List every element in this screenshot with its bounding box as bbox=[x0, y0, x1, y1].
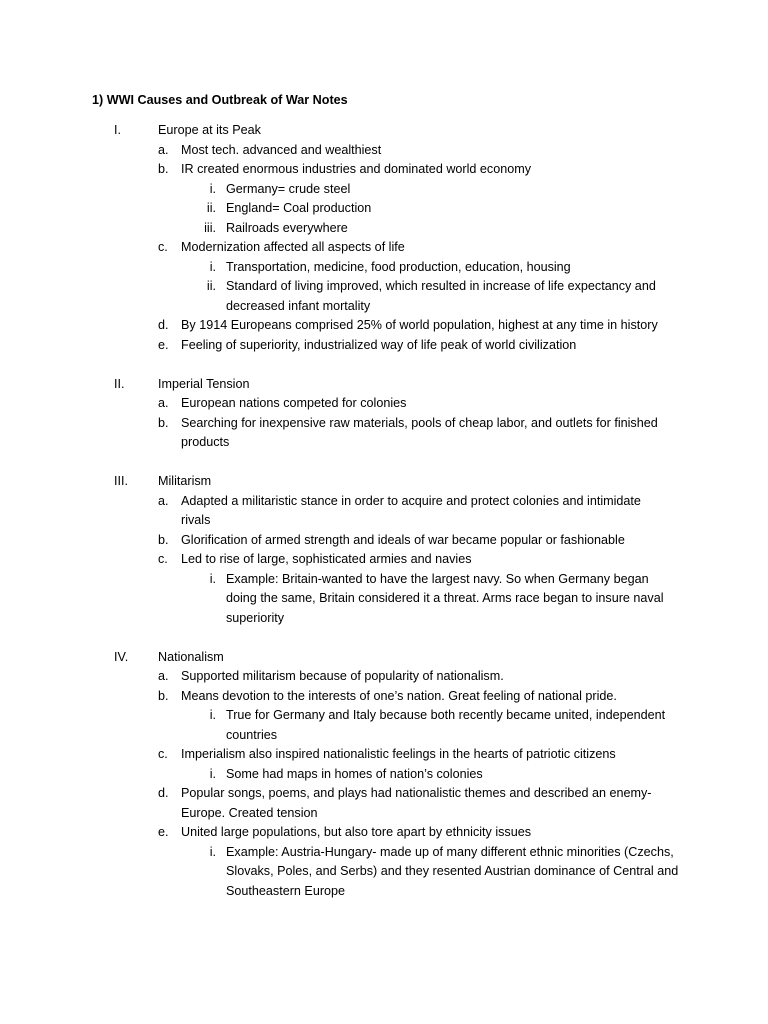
item-text: Supported militarism because of popularity of nationalism. bbox=[181, 669, 504, 683]
item-text: Popular songs, poems, and plays had nationalistic themes and described an enemy- bbox=[181, 786, 652, 800]
item-text: United large populations, but also tore apart by ethnicity issues bbox=[181, 825, 532, 839]
subitem-text: England= Coal production bbox=[226, 201, 372, 215]
subitem-text: Slovaks, Poles, and Serbs) and they resented Austrian dominance of Central and bbox=[226, 864, 679, 878]
item-text: Glorification of armed strength and ideals of war became popular or fashionable bbox=[181, 532, 625, 547]
subitem-text: Railroads everywhere bbox=[226, 220, 348, 235]
item-text: Led to rise of large, sophisticated armies and navies bbox=[181, 552, 472, 566]
subitem-text: Example: Austria-Hungary- made up of many different ethnic minorities (Czechs, bbox=[226, 844, 674, 859]
subitem-text: decreased infant mortality bbox=[226, 298, 371, 313]
subitem-numeral: i. bbox=[209, 259, 216, 274]
item-letter: b. bbox=[158, 688, 169, 703]
item-text: Means devotion to the interests of one’s nation. Great feeling of national pride. bbox=[181, 688, 617, 703]
document-title: 1) WWI Causes and Outbreak of War Notes bbox=[92, 93, 348, 107]
subitem-text: Example: Britain-wanted to have the largest navy. So when Germany began bbox=[226, 571, 649, 586]
item-text: Modernization affected all aspects of life bbox=[181, 240, 405, 254]
subitem-numeral: i. bbox=[209, 181, 216, 196]
subitem-numeral: i. bbox=[209, 766, 216, 781]
item-text: Most tech. advanced and wealthiest bbox=[181, 142, 382, 157]
subitem-numeral: iii. bbox=[204, 220, 216, 235]
item-letter: d. bbox=[158, 318, 169, 332]
item-text: rivals bbox=[181, 513, 211, 527]
item-text: IR created enormous industries and dominated world economy bbox=[181, 162, 532, 176]
subitem-numeral: ii. bbox=[206, 279, 216, 293]
subitem-text: Germany= crude steel bbox=[226, 181, 351, 196]
section-number: IV. bbox=[114, 649, 129, 664]
item-text: European nations competed for colonies bbox=[181, 396, 407, 410]
section-heading: Militarism bbox=[158, 474, 212, 488]
item-letter: b. bbox=[158, 162, 169, 176]
section-number: II. bbox=[114, 376, 125, 391]
item-text: Searching for inexpensive raw materials, pools of cheap labor, and outlets for finished bbox=[181, 415, 658, 430]
item-text: Europe. Created tension bbox=[181, 805, 318, 820]
section-heading: Nationalism bbox=[158, 649, 224, 664]
section-heading: Europe at its Peak bbox=[158, 123, 261, 137]
section-heading: Imperial Tension bbox=[158, 376, 250, 391]
subitem-numeral: ii. bbox=[206, 201, 216, 215]
subitem-text: Transportation, medicine, food production, education, housing bbox=[226, 259, 571, 274]
item-letter: a. bbox=[158, 493, 169, 508]
subitem-text: Some had maps in homes of nation’s colonies bbox=[226, 766, 483, 781]
subitem-text: Southeastern Europe bbox=[226, 883, 346, 898]
item-letter: a. bbox=[158, 669, 169, 683]
item-letter: d. bbox=[158, 786, 169, 800]
item-letter: a. bbox=[158, 142, 169, 157]
item-letter: b. bbox=[158, 415, 169, 430]
item-text: Imperialism also inspired nationalistic feelings in the hearts of patriotic citizens bbox=[181, 747, 616, 761]
subitem-numeral: i. bbox=[209, 708, 216, 722]
item-letter: a. bbox=[158, 396, 169, 410]
subitem-text: superiority bbox=[226, 610, 285, 625]
subitem-numeral: i. bbox=[209, 844, 216, 859]
item-letter: c. bbox=[158, 552, 168, 566]
item-letter: c. bbox=[158, 240, 168, 254]
item-letter: c. bbox=[158, 747, 168, 761]
item-letter: e. bbox=[158, 337, 169, 352]
item-text: By 1914 Europeans comprised 25% of world population, highest at any time in history bbox=[181, 318, 658, 332]
item-letter: e. bbox=[158, 825, 169, 839]
subitem-text: Standard of living improved, which resulted in increase of life expectancy and bbox=[226, 279, 656, 293]
subitem-text: doing the same, Britain considered it a threat. Arms race began to insure naval bbox=[226, 591, 664, 605]
item-letter: b. bbox=[158, 532, 169, 547]
item-text: Feeling of superiority, industrialized way of life peak of world civilization bbox=[181, 337, 577, 352]
item-text: products bbox=[181, 435, 230, 449]
section-number: III. bbox=[114, 474, 128, 488]
subitem-text: countries bbox=[226, 727, 278, 742]
subitem-numeral: i. bbox=[209, 571, 216, 586]
subitem-text: True for Germany and Italy because both recently became united, independent bbox=[226, 708, 666, 722]
section-number: I. bbox=[114, 123, 121, 137]
item-text: Adapted a militaristic stance in order to acquire and protect colonies and intimidate bbox=[181, 493, 641, 508]
